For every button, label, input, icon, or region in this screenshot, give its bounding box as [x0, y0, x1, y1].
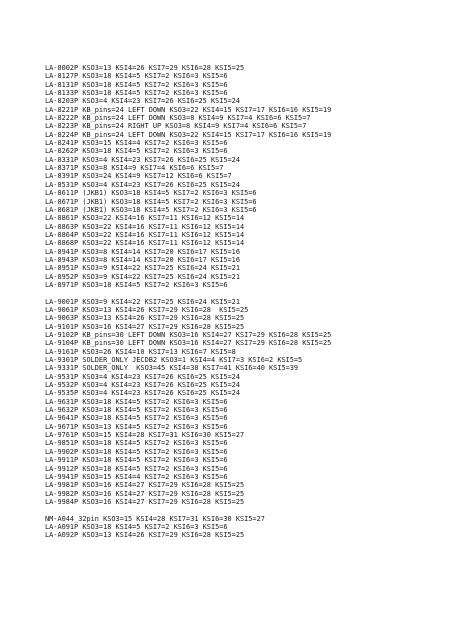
board-pin-line: LA-8671P (JKB1) KSO3=18 KSI4=5 KSI7=2 KSI6=3 KSI5=6: [45, 197, 257, 206]
board-pin-line: LA-8611P (JKB1) KSO3=18 KSI4=5 KSI7=2 KSI6=3 KSI5=6: [45, 189, 257, 198]
block-separator: [45, 289, 470, 297]
board-pin-line: LA-8262P KSO3=18 KSI4=5 KSI7=2 KSI6=3 KSI5=6: [45, 147, 228, 156]
board-pin-line: LA-9531P KSO3=4 KSI4=23 KSI7=26 KSI6=25 KSI5=24: [45, 372, 240, 381]
board-pin-line: LA-8331P KSO3=4 KSI4=23 KSI7=26 KSI6=25 KSI5=24: [45, 155, 240, 164]
board-pin-line: LA-8531P KSO3=4 KSI4=23 KSI7=26 KSI6=25 KSI5=24: [45, 180, 240, 189]
board-pin-line: LA-9982P KSO3=16 KSI4=27 KSI7=29 KSI6=28 KSI5=25: [45, 489, 245, 498]
board-pin-line: LA-8222P KB_pins=24 LEFT DOWN KSO3=8 KSI4=9 KSI7=4 KSI6=6 KSI5=7: [45, 114, 311, 123]
board-pin-line: LA-9063P KSO3=13 KSI4=26 KSI7=29 KSI6=28 KSI5=25: [45, 314, 245, 323]
board-pin-line: LA-9641P KSO3=18 KSI4=5 KSI7=2 KSI6=3 KSI5=6: [45, 414, 228, 423]
board-pin-line: LA-8371P KSO3=8 KSI4=9 KSI7=4 KSI6=6 KSI5=7: [45, 164, 224, 173]
board-pin-line: LA-8002P KSO3=13 KSI4=26 KSI7=29 KSI6=28 KSI5=25: [45, 64, 245, 72]
board-pin-line: LA-8943P KSO3=8 KSI4=14 KSI7=20 KSI6=17 KSI5=16: [45, 255, 240, 264]
block-separator: [45, 506, 470, 514]
board-pin-line: LA-9331P SOLDER_ONLY KSO3=45 KSI4=38 KSI7=41 KSI6=40 KSI5=39: [45, 364, 299, 373]
board-pin-line: LA-8941P KSO3=8 KSI4=14 KSI7=20 KSI6=17 KSI5=16: [45, 247, 240, 256]
board-pin-line: LA-9061P KSO3=13 KSI4=26 KSI7=29 KSI6=28 KSI5=25: [45, 305, 249, 314]
board-block: [45, 298, 470, 507]
board-pin-line: LA-8133P KSO3=18 KSI4=5 KSI7=2 KSI6=3 KSI5=6: [45, 89, 228, 98]
board-pin-line: LA-9101P KSO3=16 KSI4=27 KSI7=29 KSI6=28 KSI5=25: [45, 322, 245, 331]
board-pin-line: LA-9102P KB_pins=30 LEFT DOWN KSO3=16 KSI4=27 KSI7=29 KSI6=28 KSI5=25: [45, 331, 332, 339]
board-pin-line: LA-8971P KSO3=18 KSI4=5 KSI7=2 KSI6=3 KSI5=6: [45, 280, 228, 289]
board-pin-line: LA-8861P KSO3=22 KSI4=16 KSI7=11 KSI6=12 KSI5=14: [45, 214, 245, 223]
board-pin-line: LA-9761P KSO3=15 KSI4=28 KSI7=31 KSI6=30 KSI5=27: [45, 431, 245, 440]
board-pin-line: LA-8952P KSO3=9 KSI4=22 KSI7=25 KSI6=24 KSI5=21: [45, 272, 240, 281]
board-pin-line: NM-A044_32pin KSO3=15 KSI4=28 KSI7=31 KSI6=30 KSI5=27: [45, 514, 265, 523]
board-pin-line: LA-8223P KB_pins=24 RIGHT UP KSO3=8 KSI4=9 KSI7=4 KSI6=6 KSI5=7: [45, 122, 307, 131]
board-pin-line: LA-9104P KB_pins=30 LEFT DOWN KSO3=16 KSI4=27 KSI7=29 KSI6=28 KSI5=25: [45, 339, 332, 348]
board-pin-line: LA-9532P KSO3=4 KSI4=23 KSI7=26 KSI6=25 KSI5=24: [45, 381, 240, 390]
board-pin-line: LA-9001P KSO3=9 KSI4=22 KSI7=25 KSI6=24 KSI5=21: [45, 297, 240, 306]
board-pin-line: LA-8391P KSO3=24 KSI4=9 KSI7=12 KSI6=6 KSI5=7: [45, 172, 232, 181]
board-pin-line: LA-8681P (JKB1) KSO3=18 KSI4=5 KSI7=2 KSI6=3 KSI5=6: [45, 205, 257, 214]
board-pin-line: LA-9912P KSO3=18 KSI4=5 KSI7=2 KSI6=3 KSI5=6: [45, 464, 228, 473]
board-pin-line: LA-8868P KSO3=22 KSI4=16 KSI7=11 KSI6=12 KSI5=14: [45, 239, 245, 248]
board-block: [45, 515, 470, 540]
board-pin-line: LA-9984P KSO3=16 KSI4=27 KSI7=29 KSI6=28 KSI5=25: [45, 497, 245, 506]
board-pin-line: LA-8131P KSO3=18 KSI4=5 KSI7=2 KSI6=3 KSI5=6: [45, 80, 228, 89]
board-pin-line: LA-A091P KSO3=18 KSI4=5 KSI7=2 KSI6=3 KSI5=6: [45, 522, 228, 531]
board-pin-line: LA-9631P KSO3=18 KSI4=5 KSI7=2 KSI6=3 KSI5=6: [45, 397, 228, 406]
board-pin-line: LA-9671P KSO3=13 KSI4=5 KSI7=2 KSI6=3 KSI5=6: [45, 422, 228, 431]
board-pin-line: LA-9301P SOLDER_ONLY JECDB2 KSO3=1 KSI4=4 KSI7=3 KSI6=2 KSI5=5: [45, 356, 303, 365]
board-pin-line: LA-9981P KSO3=16 KSI4=27 KSI7=29 KSI6=28 KSI5=25: [45, 481, 245, 490]
board-pin-line: LA-9851P KSO3=18 KSI4=5 KSI7=2 KSI6=3 KSI5=6: [45, 439, 228, 448]
board-pin-line: LA-8203P KSO3=4 KSI4=23 KSI7=26 KSI6=25 KSI5=24: [45, 97, 240, 106]
board-pin-line: LA-8863P KSO3=22 KSI4=16 KSI7=11 KSI6=12 KSI5=14: [45, 222, 245, 231]
board-pin-line: LA-9941P KSO3=15 KSI4=4 KSI7=2 KSI6=3 KSI5=6: [45, 472, 228, 481]
pin-mapping-listing: [45, 64, 470, 540]
board-pin-line: LA-9911P KSO3=18 KSI4=5 KSI7=2 KSI6=3 KSI5=6: [45, 456, 228, 465]
board-pin-line: LA-9161P KSO3=26 KSI4=10 KSI7=13 KSI6=7 KSI5=8: [45, 347, 236, 356]
board-pin-line: LA-9632P KSO3=18 KSI4=5 KSI7=2 KSI6=3 KSI5=6: [45, 406, 228, 415]
board-pin-line: LA-8241P KSO3=15 KSI4=4 KSI7=2 KSI6=3 KSI5=6: [45, 139, 228, 148]
board-pin-line: LA-9535P KSO3=4 KSI4=23 KSI7=26 KSI6=25 KSI5=24: [45, 389, 240, 398]
board-pin-line: LA-A092P KSO3=13 KSI4=26 KSI7=29 KSI6=28 KSI5=25: [45, 531, 245, 540]
board-pin-line: LA-8951P KSO3=9 KSI4=22 KSI7=25 KSI6=24 KSI5=21: [45, 264, 240, 273]
board-pin-line: LA-8864P KSO3=22 KSI4=16 KSI7=11 KSI6=12 KSI5=14: [45, 230, 245, 239]
board-pin-line: LA-8224P KB_pins=24 LEFT DOWN KSO3=22 KSI4=15 KSI7=17 KSI6=16 KSI5=19: [45, 130, 332, 139]
board-pin-line: LA-9902P KSO3=18 KSI4=5 KSI7=2 KSI6=3 KSI5=6: [45, 447, 228, 456]
board-pin-line: LA-8221P KB_pins=24 LEFT DOWN KSO3=22 KSI4=15 KSI7=17 KSI6=16 KSI5=19: [45, 105, 332, 114]
board-pin-line: LA-8127P KSO3=18 KSI4=5 KSI7=2 KSI6=3 KSI5=6: [45, 72, 228, 81]
board-block: [45, 64, 470, 289]
